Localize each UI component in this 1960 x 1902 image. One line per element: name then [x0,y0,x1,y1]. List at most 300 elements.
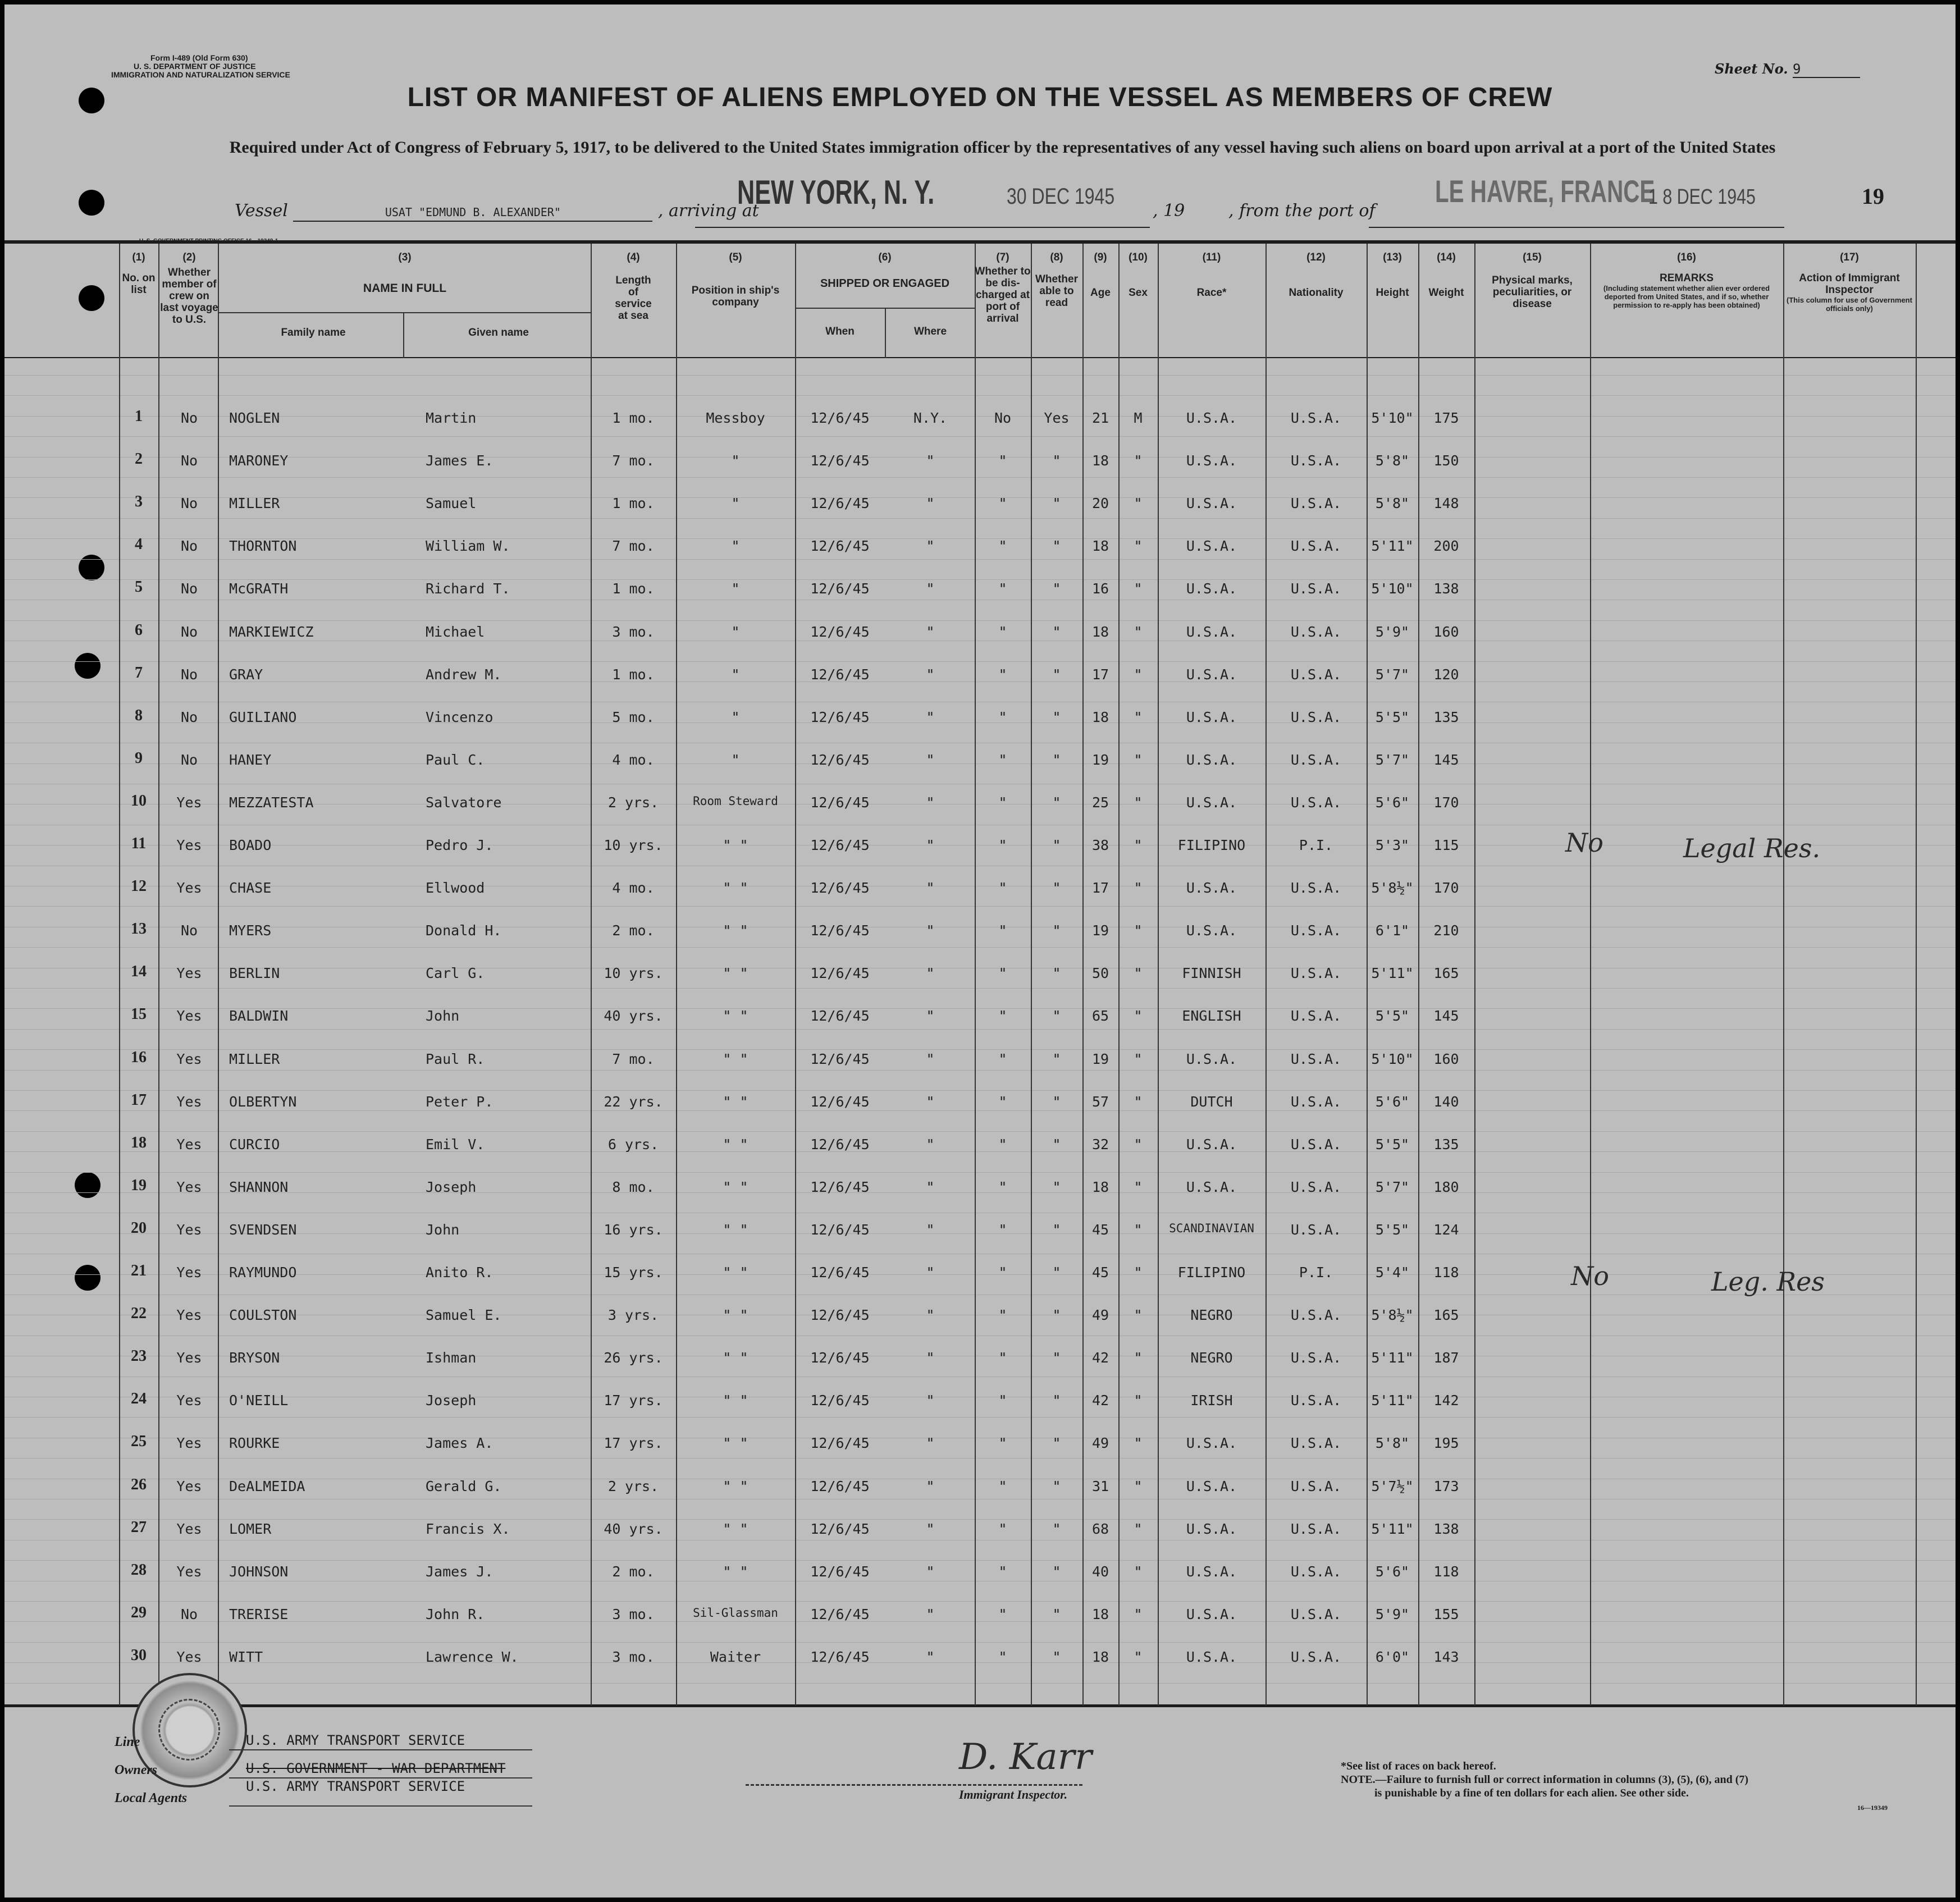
ruled-line [4,947,1956,948]
sex-cell: " [1134,1094,1143,1110]
ruled-line [4,1172,1956,1173]
nationality-cell: P.I. [1299,837,1333,853]
race-cell: NEGRO [1190,1350,1233,1366]
height-cell: 5'8½" [1371,1307,1414,1323]
age-cell: 17 [1091,880,1109,896]
weight-cell: 124 [1433,1222,1459,1238]
age-cell: 20 [1091,495,1109,511]
able-to-read-cell: " [1052,794,1061,811]
position-cell: Messboy [706,410,765,426]
row-number: 23 [131,1347,147,1365]
col14-number: (14) [1437,252,1456,263]
discharged-cell: " [998,709,1007,725]
shipped-when-cell: 12/6/45 [810,1478,870,1494]
given-name-header: Given name [468,327,529,339]
col3-label: NAME IN FULL [363,282,447,295]
previous-voyage-cell: No [180,624,198,640]
given-name-cell: Salvatore [426,794,502,811]
ruled-line [4,1029,1956,1030]
sex-cell: " [1134,1563,1143,1580]
col11-label: Race* [1196,287,1227,299]
able-to-read-cell: " [1052,666,1061,683]
previous-voyage-cell: Yes [176,1350,202,1366]
col14-header [1418,252,1474,299]
nationality-cell: U.S.A. [1290,1179,1342,1195]
weight-cell: 175 [1433,410,1459,426]
service-length-cell: 22 yrs. [604,1094,663,1110]
ruled-line [4,395,1956,396]
age-cell: 18 [1091,452,1109,469]
weight-cell: 187 [1433,1350,1459,1366]
position-cell: " " [723,1051,748,1067]
able-to-read-cell: " [1052,1008,1061,1024]
shipped-where-cell: " [926,666,935,683]
nationality-cell: U.S.A. [1290,410,1342,426]
form-identifier [111,54,290,79]
given-name-cell: John R. [426,1606,485,1622]
family-name-cell: RAYMUNDO [229,1264,297,1281]
arrival-date-stamp: 30 DEC 1945 [1007,184,1115,209]
row-number: 18 [131,1134,147,1151]
punch-hole [75,1265,100,1291]
position-cell: " [731,666,740,683]
col6-number: (6) [878,252,892,263]
age-cell: 32 [1091,1136,1109,1153]
row-number: 25 [131,1433,147,1450]
weight-cell: 160 [1433,624,1459,640]
height-cell: 5'9" [1375,1606,1410,1622]
row-number: 17 [131,1091,147,1109]
shipped-where-cell: " [926,538,935,554]
weight-cell: 170 [1433,794,1459,811]
name-split-divider [403,313,404,358]
age-cell: 18 [1091,1179,1109,1195]
vessel-label: Vessel [235,201,288,221]
family-name-cell: MARKIEWICZ [229,624,314,640]
race-cell: U.S.A. [1186,1179,1237,1195]
given-name-cell: Richard T. [426,580,510,597]
when-header: When [825,326,855,337]
age-cell: 31 [1091,1478,1109,1494]
col4-header [591,252,676,322]
sex-cell: " [1134,452,1143,469]
ruled-line [4,1417,1956,1418]
family-name-header: Family name [281,327,346,339]
race-cell: U.S.A. [1186,452,1237,469]
row-number: 16 [131,1049,147,1066]
discharged-cell: " [998,752,1007,768]
race-cell: DUTCH [1190,1094,1233,1110]
service-length-cell: 8 mo. [612,1179,655,1195]
family-name-cell: OLBERTYN [229,1094,297,1110]
manifest-sheet [4,4,1956,1898]
shipped-where-cell: " [926,880,935,896]
shipped-where-cell: " [926,1392,935,1409]
nationality-cell: U.S.A. [1290,1392,1342,1409]
previous-voyage-cell: Yes [176,1392,202,1409]
col16-sublabel: (Including statement whether alien ever ordered deported from United States, and if so, whether permission to re-apply has been obtained) [1603,284,1770,309]
sex-cell: " [1134,538,1143,554]
age-cell: 18 [1091,1606,1109,1622]
sex-cell: " [1134,1435,1143,1451]
service-length-cell: 26 yrs. [604,1350,663,1366]
weight-cell: 115 [1433,837,1459,853]
weight-cell: 150 [1433,452,1459,469]
shipped-where-cell: " [926,922,935,939]
discharged-cell: " [998,1051,1007,1067]
col16-header [1590,252,1783,309]
discharged-cell: " [998,580,1007,597]
able-to-read-cell: " [1052,580,1061,597]
previous-voyage-cell: Yes [176,1136,202,1153]
previous-voyage-cell: Yes [176,794,202,811]
arrival-port-stamp: NEW YORK, N. Y. [737,173,935,211]
age-cell: 18 [1091,538,1109,554]
previous-voyage-cell: Yes [176,1649,202,1665]
col1-header [120,252,157,296]
service-length-cell: 3 mo. [612,1649,655,1665]
weight-cell: 138 [1433,580,1459,597]
table-bottom-border [4,1704,1956,1707]
shipped-where-cell: " [926,965,935,981]
previous-voyage-cell: Yes [176,965,202,981]
given-name-cell: Lawrence W. [426,1649,519,1665]
age-cell: 18 [1091,1649,1109,1665]
given-name-cell: John [426,1222,460,1238]
row-number: 8 [135,707,143,724]
service-length-cell: 2 yrs. [607,794,659,811]
sex-cell: " [1134,709,1143,725]
age-cell: 50 [1091,965,1109,981]
shipped-when-cell: 12/6/45 [810,1222,870,1238]
form-number: Form I-489 (Old Form 630) [150,53,248,62]
service-length-cell: 3 mo. [612,624,655,640]
row-number: 29 [131,1604,147,1621]
discharged-cell: " [998,1521,1007,1537]
penalty-note: NOTE.—Failure to furnish full or correct information in columns (3), (5), (6), and (7) [1341,1773,1749,1786]
race-cell: FILIPINO [1177,1264,1246,1281]
col13-label: Height [1376,287,1409,299]
weight-cell: 118 [1433,1264,1459,1281]
sheet-number-value: 9 [1793,61,1860,78]
shipped-when-cell: 12/6/45 [810,1264,870,1281]
family-name-cell: CHASE [229,880,272,896]
previous-voyage-cell: No [180,410,198,426]
sex-cell: " [1134,1264,1143,1281]
sex-cell: " [1134,1136,1143,1153]
service-length-cell: 4 mo. [612,752,655,768]
shipped-where-cell: " [926,495,935,511]
nationality-cell: U.S.A. [1290,1051,1342,1067]
able-to-read-cell: " [1052,452,1061,469]
given-name-cell: Ellwood [426,880,485,896]
handwritten-remark: Legal Res. [1683,833,1821,863]
shipped-when-cell: 12/6/45 [810,580,870,597]
col4-label: Length of service at sea [615,275,652,322]
family-name-cell: ROURKE [229,1435,280,1451]
discharged-cell: " [998,1222,1007,1238]
col3-header [219,252,591,294]
position-cell: " " [723,965,748,981]
sex-cell: " [1134,1179,1143,1195]
nationality-cell: U.S.A. [1290,1307,1342,1323]
col16-number: (16) [1677,252,1696,263]
previous-voyage-cell: No [180,666,198,683]
punch-hole [75,653,100,679]
weight-cell: 155 [1433,1606,1459,1622]
age-cell: 68 [1091,1521,1109,1537]
able-to-read-cell: " [1052,880,1061,896]
nationality-cell: U.S.A. [1290,1649,1342,1665]
shipped-where-cell: " [926,1008,935,1024]
race-cell: U.S.A. [1186,794,1237,811]
weight-cell: 170 [1433,880,1459,896]
able-to-read-cell: " [1052,1136,1061,1153]
ruled-line [4,559,1956,560]
service-length-cell: 3 mo. [612,1606,655,1622]
sex-cell: " [1134,1350,1143,1366]
position-cell: " [731,538,740,554]
height-cell: 5'4" [1375,1264,1410,1281]
shipped-when-cell: 12/6/45 [810,965,870,981]
given-name-cell: Pedro J. [426,837,494,853]
position-cell: " " [723,1521,748,1537]
family-name-cell: GRAY [229,666,263,683]
header-bottom-border [4,357,1956,358]
previous-voyage-cell: Yes [176,1051,202,1067]
shipped-when-cell: 12/6/45 [810,1094,870,1110]
nationality-cell: U.S.A. [1290,1435,1342,1451]
col13-number: (13) [1383,252,1402,263]
height-cell: 5'11" [1371,1350,1414,1366]
shipped-when-cell: 12/6/45 [810,410,870,426]
sex-cell: M [1134,410,1143,426]
family-name-cell: BOADO [229,837,272,853]
col14-label: Weight [1428,287,1464,299]
col9-header [1082,252,1118,299]
shipped-when-cell: 12/6/45 [810,1350,870,1366]
height-cell: 5'7½" [1371,1478,1414,1494]
position-cell: " [731,580,740,597]
weight-cell: 120 [1433,666,1459,683]
ruled-line [4,1601,1956,1602]
able-to-read-cell: " [1052,1478,1061,1494]
row-number: 14 [131,963,147,980]
given-name-cell: James E. [426,452,494,469]
height-cell: 5'7" [1375,752,1410,768]
nationality-cell: U.S.A. [1290,709,1342,725]
ruled-line [4,1110,1956,1111]
col10-label: Sex [1129,287,1148,299]
col10-header [1118,252,1158,299]
able-to-read-cell: " [1052,1094,1061,1110]
race-cell: U.S.A. [1186,1649,1237,1665]
service-length-cell: 3 yrs. [607,1307,659,1323]
position-cell: " [731,452,740,469]
weight-cell: 145 [1433,752,1459,768]
discharged-cell: " [998,1649,1007,1665]
given-name-cell: Carl G. [426,965,485,981]
col4-number: (4) [627,252,640,263]
nationality-cell: U.S.A. [1290,794,1342,811]
shipped-when-cell: 12/6/45 [810,1008,870,1024]
position-cell: " " [723,1307,748,1323]
given-name-cell: Samuel [426,495,477,511]
ruled-line [4,436,1956,437]
able-to-read-cell: " [1052,752,1061,768]
ruled-line [4,1683,1956,1684]
able-to-read-cell: " [1052,1051,1061,1067]
col7-number: (7) [996,252,1009,263]
service-length-cell: 10 yrs. [604,837,663,853]
row-number: 30 [131,1647,147,1664]
given-name-cell: Andrew M. [426,666,502,683]
able-to-read-cell: " [1052,1179,1061,1195]
inspector-signature: D. Karr [959,1736,1092,1778]
nationality-cell: U.S.A. [1290,666,1342,683]
row-number: 12 [131,877,147,895]
able-to-read-cell: " [1052,1392,1061,1409]
punch-hole [79,555,104,580]
shipped-when-cell: 12/6/45 [810,495,870,511]
height-cell: 5'3" [1375,837,1410,853]
column-divider [1474,244,1475,1706]
shipped-when-cell: 12/6/45 [810,880,870,896]
shipped-where-cell: " [926,1521,935,1537]
discharged-cell: " [998,1392,1007,1409]
race-cell: U.S.A. [1186,410,1237,426]
weight-cell: 195 [1433,1435,1459,1451]
ruled-line [4,579,1956,580]
service-length-cell: 2 mo. [612,1563,655,1580]
line-label: Line [115,1735,140,1749]
arriving-label: , arriving at [657,201,759,221]
position-cell: " " [723,1350,748,1366]
page-title: LIST OR MANIFEST OF ALIENS EMPLOYED ON THE VESSEL AS MEMBERS OF CREW [407,83,1553,112]
race-cell: U.S.A. [1186,1051,1237,1067]
owners-value: U.S. GOVERNMENT - WAR DEPARTMENT [246,1761,506,1776]
sheet-number [1715,61,1860,78]
given-name-cell: Donald H. [426,922,502,939]
race-cell: U.S.A. [1186,880,1237,896]
race-cell: U.S.A. [1186,922,1237,939]
ruled-line [4,375,1956,376]
sex-cell: " [1134,837,1143,853]
col11-number: (11) [1202,252,1221,263]
height-cell: 5'8½" [1371,880,1414,896]
family-name-cell: COULSTON [229,1307,297,1323]
departure-port-stamp: LE HAVRE, FRANCE [1435,173,1655,209]
nationality-cell: U.S.A. [1290,1606,1342,1622]
shipped-where-cell: " [926,1478,935,1494]
shipped-when-cell: 12/6/45 [810,1307,870,1323]
nationality-cell: U.S.A. [1290,752,1342,768]
previous-voyage-cell: No [180,752,198,768]
service-length-cell: 6 yrs. [607,1136,659,1153]
ruled-line [4,1519,1956,1520]
handwritten-remark: No [1571,1261,1609,1291]
able-to-read-cell: " [1052,1435,1061,1451]
able-to-read-cell: Yes [1044,410,1070,426]
shipped-when-cell: 12/6/45 [810,1392,870,1409]
nationality-cell: U.S.A. [1290,1222,1342,1238]
from-port-label: , from the port of [1228,201,1376,221]
position-cell: " " [723,837,748,853]
weight-cell: 148 [1433,495,1459,511]
age-cell: 65 [1091,1008,1109,1024]
shipped-where-cell: " [926,1435,935,1451]
weight-cell: 200 [1433,538,1459,554]
family-name-cell: HANEY [229,752,272,768]
discharged-cell: " [998,666,1007,683]
col8-label: Whether able to read [1035,273,1078,309]
given-name-cell: Ishman [426,1350,477,1366]
race-cell: U.S.A. [1186,709,1237,725]
height-cell: 5'10" [1371,1051,1414,1067]
shipped-when-cell: 12/6/45 [810,1521,870,1537]
previous-voyage-cell: No [180,580,198,597]
ruled-line [4,518,1956,519]
position-cell: " [731,752,740,768]
given-name-cell: Martin [426,410,477,426]
service-length-cell: 2 yrs. [607,1478,659,1494]
race-cell: ENGLISH [1182,1008,1241,1024]
service-length-cell: 16 yrs. [604,1222,663,1238]
family-name-cell: LOMER [229,1521,272,1537]
row-number: 15 [131,1005,147,1023]
age-cell: 21 [1091,410,1109,426]
able-to-read-cell: " [1052,1350,1061,1366]
family-name-cell: BRYSON [229,1350,280,1366]
able-to-read-cell: " [1052,922,1061,939]
race-cell: FILIPINO [1177,837,1246,853]
weight-cell: 118 [1433,1563,1459,1580]
given-name-cell: Anito R. [426,1264,494,1281]
family-name-cell: DeALMEIDA [229,1478,305,1494]
ruled-line [4,1049,1956,1050]
shipped-when-cell: 12/6/45 [810,1179,870,1195]
nationality-cell: U.S.A. [1290,580,1342,597]
shipped-where-cell: " [926,1222,935,1238]
age-cell: 42 [1091,1350,1109,1366]
year-prefix: , 19 [1153,201,1185,221]
shipped-where-cell: " [926,1264,935,1281]
shipped-when-cell: 12/6/45 [810,1136,870,1153]
row-number: 3 [135,493,143,510]
nationality-cell: U.S.A. [1290,922,1342,939]
height-cell: 5'5" [1375,1222,1410,1238]
family-name-cell: CURCIO [229,1136,280,1153]
able-to-read-cell: " [1052,965,1061,981]
nationality-cell: U.S.A. [1290,1521,1342,1537]
service-length-cell: 4 mo. [612,880,655,896]
given-name-cell: Gerald G. [426,1478,502,1494]
previous-voyage-cell: Yes [176,1478,202,1494]
given-name-cell: John [426,1008,460,1024]
ruled-line [4,1070,1956,1071]
row-number: 26 [131,1476,147,1493]
penalty-note-cont: is punishable by a fine of ten dollars for each alien. See other side. [1374,1787,1689,1799]
height-cell: 5'9" [1375,624,1410,640]
sex-cell: " [1134,794,1143,811]
previous-voyage-cell: No [180,922,198,939]
races-note: *See list of races on back hereof. [1341,1760,1496,1772]
age-cell: 45 [1091,1222,1109,1238]
position-cell: " " [723,1222,748,1238]
position-cell: " " [723,1264,748,1281]
given-name-cell: Emil V. [426,1136,485,1153]
where-header: Where [913,326,947,337]
